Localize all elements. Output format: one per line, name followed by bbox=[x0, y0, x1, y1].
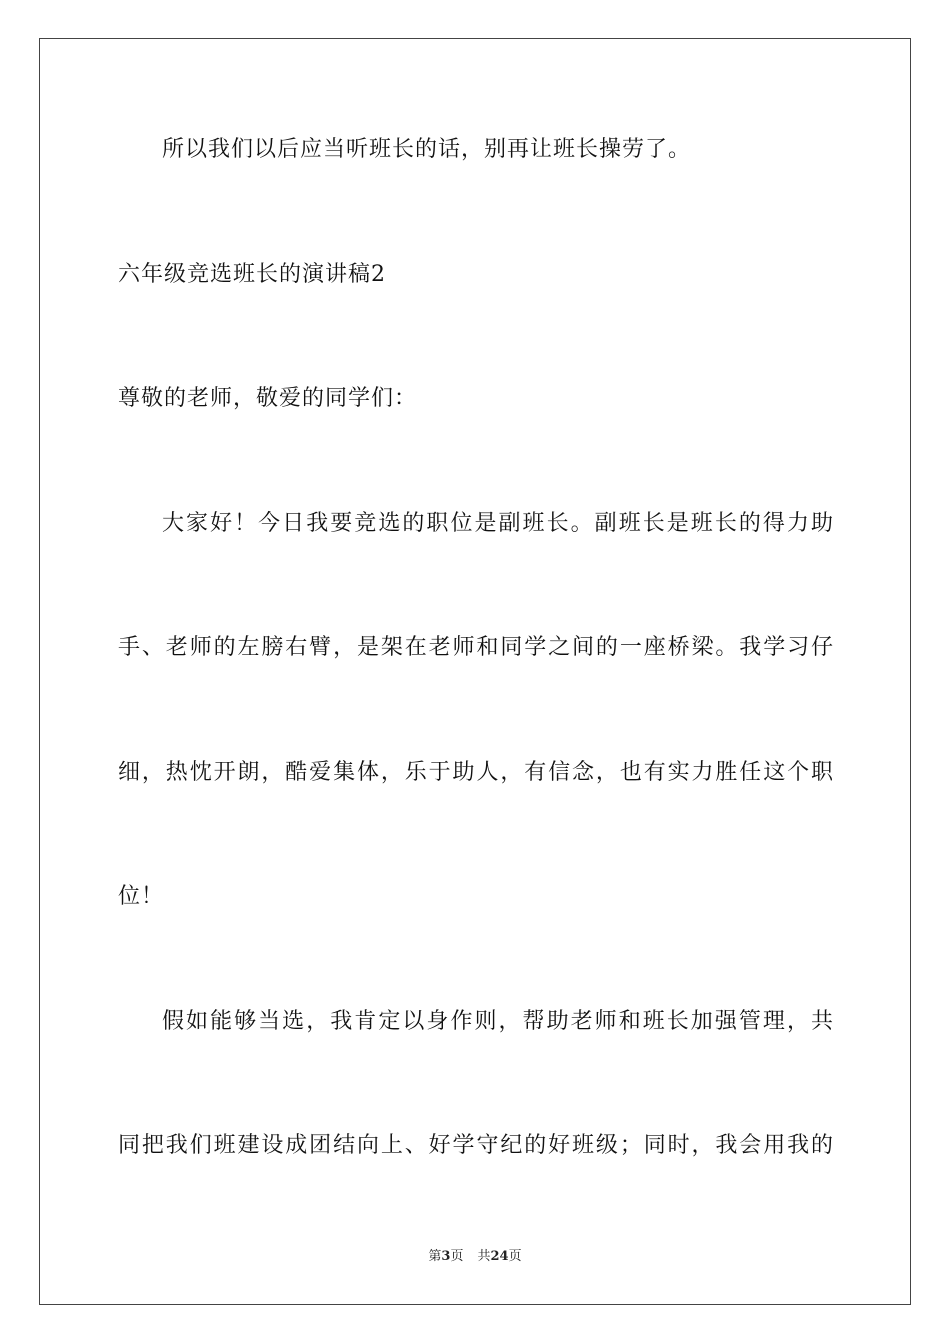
speech-title: 六年级竞选班长的演讲稿2 bbox=[118, 262, 386, 287]
footer-total-pages: 24 bbox=[490, 1249, 509, 1264]
paragraph-line-4: 细，热忱开朗，酷爱集体，乐于助人，有信念，也有实力胜任这个职 bbox=[118, 760, 834, 785]
paragraph-line-5: 位！ bbox=[118, 884, 165, 909]
paragraph-line-1: 所以我们以后应当听班长的话，别再让班长操劳了。 bbox=[162, 137, 692, 162]
paragraph-line-7: 同把我们班建设成团结向上、好学守纪的好班级；同时，我会用我的 bbox=[118, 1133, 834, 1158]
footer-total-prefix: 共 bbox=[477, 1249, 491, 1264]
salutation: 尊敬的老师，敬爱的同学们： bbox=[118, 386, 418, 411]
footer-page-prefix: 第 bbox=[428, 1249, 442, 1264]
footer-total-suffix: 页 bbox=[508, 1249, 522, 1264]
page-border bbox=[39, 38, 911, 1305]
footer-page-number: 3 bbox=[441, 1249, 451, 1264]
paragraph-line-3: 手、老师的左膀右臂，是架在老师和同学之间的一座桥梁。我学习仔 bbox=[118, 635, 834, 660]
footer-page-suffix: 页 bbox=[450, 1249, 464, 1264]
paragraph-line-2: 大家好！今日我要竞选的职位是副班长。副班长是班长的得力助 bbox=[162, 511, 834, 536]
paragraph-line-6: 假如能够当选，我肯定以身作则，帮助老师和班长加强管理，共 bbox=[162, 1009, 834, 1034]
page-footer bbox=[0, 1248, 950, 1266]
